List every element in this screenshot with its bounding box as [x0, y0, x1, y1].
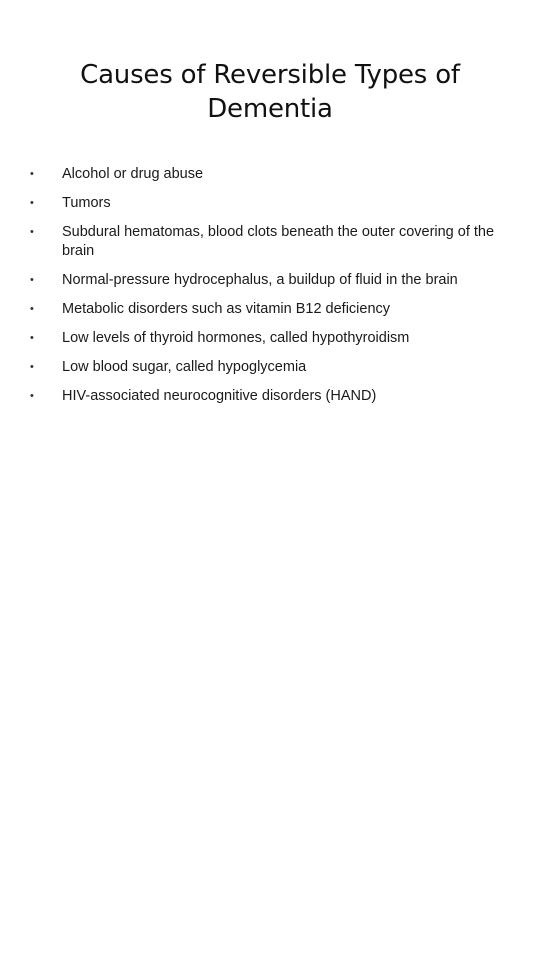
bullet-text: Low blood sugar, called hypoglycemia	[62, 359, 307, 375]
bullet-item-hypothyroidism	[30, 329, 500, 348]
bullet-dot-icon: •	[30, 361, 34, 373]
bullet-text: Metabolic disorders such as vitamin B12 deficiency	[62, 301, 391, 317]
bullet-dot-icon: •	[30, 197, 34, 209]
bullet-list	[30, 165, 500, 416]
bullet-item-subdural-hematomas	[30, 223, 500, 261]
bullet-item-tumors	[30, 194, 500, 213]
bullet-dot-icon: •	[30, 168, 34, 180]
bullet-item-hypoglycemia	[30, 358, 500, 377]
bullet-text: Normal-pressure hydrocephalus, a buildup of fluid in the brain	[62, 272, 458, 288]
slide-title: Causes of Reversible Types of Dementia	[80, 60, 460, 124]
bullet-item-hydrocephalus	[30, 271, 500, 290]
bullet-dot-icon: •	[30, 303, 34, 315]
bullet-item-alcohol	[30, 165, 500, 184]
bullet-dot-icon: •	[30, 390, 34, 402]
bullet-item-hand	[30, 387, 500, 406]
bullet-text: HIV-associated neurocognitive disorders (HAND)	[62, 388, 377, 404]
bullet-text: Low levels of thyroid hormones, called hypothyroidism	[62, 330, 410, 346]
bullet-item-metabolic-disorders	[30, 300, 500, 319]
bullet-dot-icon: •	[30, 274, 34, 286]
bullet-text: Tumors	[62, 195, 111, 211]
bullet-dot-icon: •	[30, 226, 34, 238]
bullet-dot-icon: •	[30, 332, 34, 344]
bullet-text: Subdural hematomas, blood clots beneath the outer covering of the brain	[62, 224, 495, 259]
bullet-text: Alcohol or drug abuse	[62, 166, 204, 182]
